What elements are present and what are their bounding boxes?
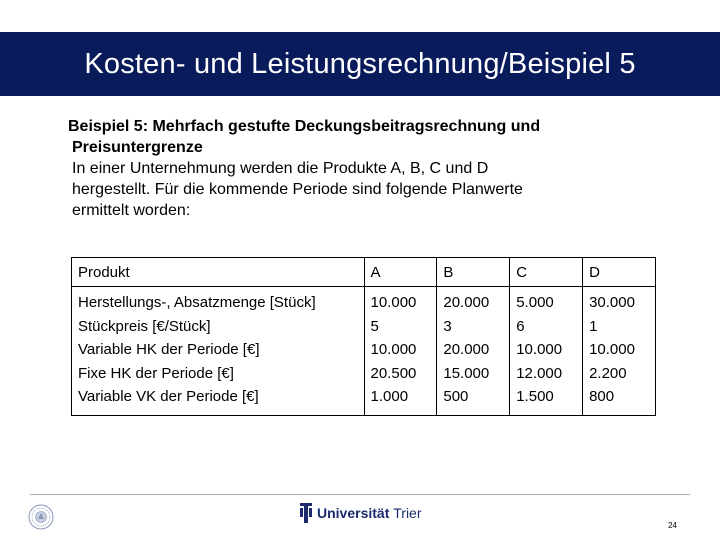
table-header-row [72, 258, 656, 287]
values-product-d [583, 287, 656, 416]
header-product-d: D [583, 258, 656, 287]
row-label-fixe-hk: Fixe HK der Periode [€] [78, 364, 234, 382]
header-produkt: Produkt [72, 258, 365, 287]
slide-title: Kosten- und Leistungsrechnung/Beispiel 5 [84, 47, 636, 80]
value-a-variable-hk: 10.000 [370, 341, 417, 358]
value-d-stueckpreis: 1 [589, 317, 598, 335]
example-heading [68, 116, 628, 158]
value-c-variable-hk: 10.000 [516, 341, 563, 358]
university-name-city: Trier [393, 505, 422, 521]
description-line-2: hergestellt. Für die kommende Periode sind folgende Planwerte [72, 181, 523, 198]
table-row [72, 287, 656, 416]
values-product-a [364, 287, 437, 416]
value-c-variable-vk: 1.500 [516, 388, 554, 405]
page-number: 24 [668, 521, 677, 530]
value-a-menge: 10.000 [370, 294, 417, 311]
footer-divider [30, 494, 690, 495]
row-label-menge: Herstellungs-, Absatzmenge [Stück] [78, 294, 316, 311]
value-a-variable-vk: 1.000 [370, 388, 409, 405]
university-logo [300, 502, 422, 524]
value-c-stueckpreis: 6 [516, 317, 525, 335]
row-labels-cell [72, 287, 365, 416]
title-bar [0, 32, 720, 96]
value-b-variable-vk: 500 [443, 388, 469, 405]
example-heading-line-1: Beispiel 5: Mehrfach gestufte Deckungsbeitragsrechnung und [68, 118, 541, 135]
value-d-variable-vk: 800 [589, 388, 615, 405]
row-label-stueckpreis: Stückpreis [€/Stück] [78, 317, 211, 335]
university-logo-mark-icon [300, 503, 312, 523]
description-line-3: ermittelt worden: [72, 202, 191, 219]
university-seal-icon [28, 504, 54, 530]
values-product-b [437, 287, 510, 416]
university-name [317, 505, 422, 521]
value-b-fixe-hk: 15.000 [443, 364, 490, 382]
value-a-stueckpreis: 5 [370, 317, 379, 335]
value-d-variable-hk: 10.000 [589, 341, 635, 358]
intro-text [68, 116, 628, 221]
value-c-menge: 5.000 [516, 294, 554, 311]
value-a-fixe-hk: 20.500 [370, 364, 417, 382]
values-product-c [510, 287, 583, 416]
value-c-fixe-hk: 12.000 [516, 364, 563, 382]
value-b-menge: 20.000 [443, 294, 490, 311]
value-b-variable-hk: 20.000 [443, 341, 490, 358]
row-label-variable-vk: Variable VK der Periode [€] [78, 388, 259, 405]
example-description [68, 158, 628, 221]
university-name-main: Universität [317, 505, 390, 521]
value-d-fixe-hk: 2.200 [589, 364, 627, 382]
plan-values-table [71, 257, 656, 416]
row-label-variable-hk: Variable HK der Periode [€] [78, 341, 260, 358]
description-line-1: In einer Unternehmung werden die Produkte A, B, C und D [72, 160, 489, 177]
header-product-b: B [437, 258, 510, 287]
value-d-menge: 30.000 [589, 294, 635, 311]
header-product-a: A [364, 258, 437, 287]
value-b-stueckpreis: 3 [443, 317, 452, 335]
header-product-c: C [510, 258, 583, 287]
example-heading-line-2: Preisuntergrenze [72, 139, 203, 156]
